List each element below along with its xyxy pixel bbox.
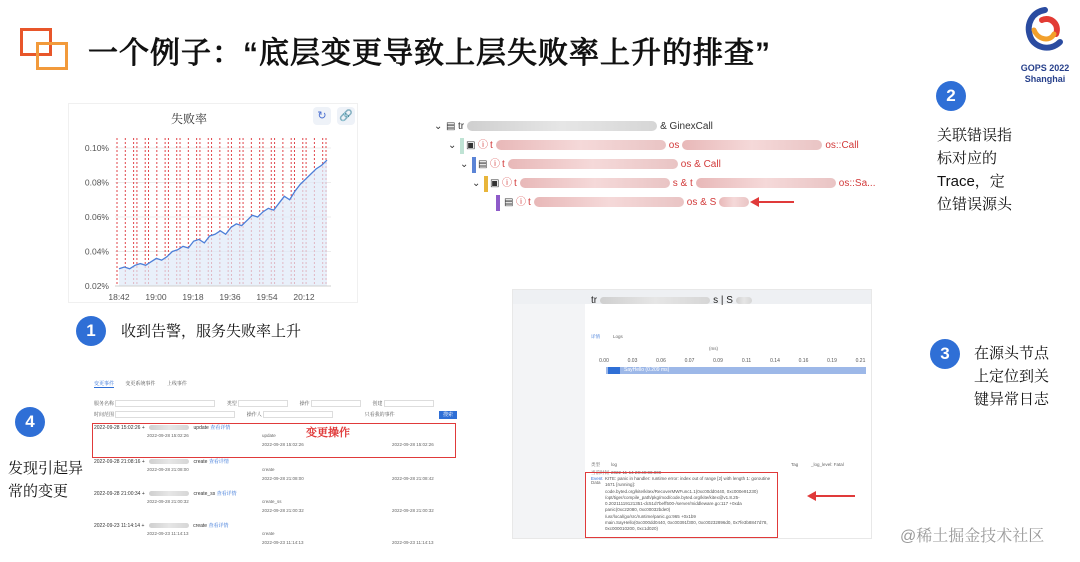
filter-row-2: 时间范围 操作人 只看我的事件 — [94, 412, 395, 418]
trace-row-4-suffix: os & S — [686, 197, 717, 208]
x-tick-label: 19:36 — [219, 292, 241, 302]
y-tick-label: 0.04% — [84, 246, 109, 257]
exception-log — [605, 476, 773, 533]
step-3-text: 在源头节点 上定位到关 键异常日志 — [974, 345, 1050, 408]
tag-value: _log_level: Fatal — [811, 462, 844, 467]
filter-row-1: 服务名称 类型 操作 创建 — [94, 400, 434, 408]
detail-tab-logs[interactable]: Logs — [613, 334, 623, 339]
change-record[interactable]: 2022-09-23 11:14:14 + create 查看详情 2022-09-23 11:14:13 create 2022-09-23 11:14:13 2022-09-23 11:14:13 — [94, 523, 434, 545]
axis-unit: (ms) — [709, 346, 718, 351]
slide-logo-icon — [20, 28, 72, 72]
trace-tree — [430, 114, 935, 214]
failure-rate-chart — [69, 104, 359, 304]
type-label: 类型 — [591, 462, 600, 467]
axis-tick-label: 0.14 — [770, 358, 780, 364]
error-icon: ⓘ — [478, 140, 488, 151]
trace-row-3-suffix: os::Sa... — [838, 178, 876, 189]
time-label: 当前时间 — [591, 470, 609, 475]
view-detail-link[interactable]: 查看详情 — [208, 523, 229, 529]
error-icon: ⓘ — [490, 159, 500, 170]
trace-row-2-suffix: os & Call — [680, 159, 721, 170]
watermark: @稀土掘金技术社区 — [900, 528, 1045, 545]
y-tick-label: 0.08% — [84, 177, 109, 188]
log-line: code.byted.org/kite/kitex/RecoverMWFunc1.1(0xc00dd0440, 0xc000e91230) — [605, 488, 758, 494]
log-line: KITE: panic in handler: runtime error: index out of range [2] with length 1: goroutine — [605, 476, 771, 481]
change-list-panel — [90, 378, 465, 556]
x-tick-label: 20:12 — [293, 292, 315, 302]
trace-root-prefix: tr — [458, 121, 465, 132]
refresh-icon[interactable]: ↻ — [313, 107, 331, 125]
log-arrow-icon — [815, 495, 855, 497]
error-icon: ⓘ — [516, 197, 526, 208]
tab-change-events[interactable]: 变更事件 — [94, 381, 115, 387]
trace-row-1-suffix: os::Call — [825, 140, 859, 151]
detail-sidebar — [513, 290, 585, 539]
data-label: Data — [591, 480, 601, 485]
log-icon: ▣ — [466, 140, 476, 151]
axis-tick-label: 0.07 — [684, 358, 695, 364]
x-tick-label: 19:54 — [256, 292, 278, 302]
view-detail-link[interactable]: 查看详情 — [216, 491, 237, 497]
trace-row-3-mid: s & t — [672, 178, 693, 189]
log-line: panic(0xc22080, 0xc00032bde0) — [605, 507, 671, 513]
trace-row-1-prefix: t — [490, 140, 493, 151]
change-highlight-label: 变更操作 — [306, 427, 350, 439]
collapse-icon[interactable]: ⌄ — [434, 121, 443, 132]
log-line: main.SayHello(0xc000dd0440, 0xc00391f300, 0xc00232896d0, 0x7fe3b8847d78, — [605, 520, 768, 526]
step-2-badge: 2 — [936, 81, 966, 111]
change-record[interactable]: 2022-09-28 21:08:16 + create 查看详情 2022-09-28 21:08:00 create 2022-09-28 21:08:00 2022-09-28 21:08:42 — [94, 459, 434, 481]
trace-root-suffix: & GinexCall — [660, 121, 713, 132]
change-highlight-box — [92, 423, 456, 458]
log-line: /opt/tiger/compile_path/pkg/mod/code.byted.org/kite/kitex@v1.8.25- — [605, 494, 740, 500]
step-1-badge: 1 — [76, 316, 106, 346]
span-tag — [608, 367, 620, 374]
span-label: SayHello (0.209 ms) — [624, 367, 670, 373]
axis-tick-label: 0.21 — [855, 358, 866, 364]
x-tick-label: 19:00 — [145, 292, 167, 302]
x-tick-label: 18:42 — [108, 292, 130, 302]
y-tick-label: 0.10% — [84, 143, 109, 153]
log-icon: ▣ — [490, 178, 500, 189]
brand-line2: Shanghai — [1024, 74, 1066, 84]
event-label: Event — [591, 476, 603, 481]
error-icon: ⓘ — [502, 178, 512, 189]
tab-deploy-events[interactable]: 上线事件 — [166, 381, 187, 387]
span-icon: ▤ — [478, 159, 488, 170]
trace-arrow-icon — [758, 201, 794, 203]
axis-tick-label: 0.06 — [656, 358, 666, 364]
collapse-icon[interactable]: ⌄ — [448, 140, 457, 151]
trace-row-3-prefix: t — [514, 178, 517, 189]
y-tick-label: 0.02% — [84, 281, 109, 291]
link-icon[interactable]: 🔗 — [337, 107, 355, 125]
axis-tick-label: 0.16 — [798, 358, 809, 364]
collapse-icon[interactable]: ⌄ — [460, 159, 469, 170]
log-line: /usr/local/go/src/runtime/panic.go:965 +0x1b9 — [605, 513, 696, 519]
gops-brand — [1014, 6, 1076, 84]
view-detail-link[interactable]: 查看详情 — [210, 425, 231, 431]
trace-row-2-prefix: t — [502, 159, 505, 170]
change-record[interactable]: 2022-09-28 21:00:34 + create_ss 查看详情 2022-09-28 21:00:32 create_ss 2022-09-28 21:00:32 2022-09-28 21:00:32 — [94, 491, 434, 513]
gops-logo-icon — [1020, 6, 1070, 58]
tag-label: Tag — [791, 462, 799, 467]
step-2-text: 关联错误指 标对应的 Trace，定 位错误源头 — [937, 127, 1013, 213]
series-area — [119, 160, 327, 286]
change-record[interactable]: 2022-09-28 15:02:26 + update 查看详情 2022-09-28 15:02:26 update 2022-09-28 15:02:26 2022-09-28 15:02:26 — [94, 425, 434, 447]
step-1-text: 收到告警，服务失败率上升 — [121, 323, 302, 340]
span-icon: ▤ — [446, 121, 456, 132]
timeline-axis — [594, 353, 894, 367]
time-value: 2022-11-14 20:49:00.000 — [611, 470, 662, 475]
search-button[interactable]: 搜索 — [439, 411, 457, 419]
trace-row-1-mid: os — [668, 140, 680, 151]
log-line: 0xc000010200, 0xc1d020) — [605, 526, 659, 532]
detail-title: tr s | S — [591, 295, 755, 306]
step-4-badge: 4 — [15, 407, 45, 437]
log-line: 1671 [running]: — [605, 482, 636, 488]
step-3-badge: 3 — [930, 339, 960, 369]
type-value: log — [611, 462, 618, 467]
axis-tick-label: 0.19 — [827, 358, 837, 364]
chart-title: 失败率 — [170, 112, 207, 126]
step-4-text: 发现引起异 常的变更 — [8, 460, 84, 500]
collapse-icon[interactable]: ⌄ — [472, 178, 481, 189]
change-tabs — [94, 380, 197, 388]
tab-system-events[interactable]: 变更系统事件 — [125, 381, 156, 387]
axis-tick-label: 0.11 — [741, 358, 752, 364]
axis-tick-label: 0.03 — [627, 358, 638, 364]
axis-tick-label: 0.09 — [713, 358, 723, 364]
brand-line1: GOPS 2022 — [1020, 63, 1070, 73]
slide-title: 一个例子：“底层变更导致上层失败率上升的排查” — [88, 37, 771, 70]
view-detail-link[interactable]: 查看详情 — [208, 459, 229, 465]
trace-row-4-prefix: t — [528, 197, 531, 208]
detail-tab-info[interactable]: 详情 — [591, 334, 600, 339]
failure-rate-chart-panel — [68, 103, 358, 303]
x-tick-label: 19:18 — [182, 292, 204, 302]
span-icon: ▤ — [504, 197, 514, 208]
axis-tick-label: 0.00 — [599, 358, 609, 364]
log-line: 0.20211119121351-dc51d7beff500-/server/middleware.go:117 +0xda — [605, 501, 742, 507]
y-tick-label: 0.06% — [84, 212, 109, 222]
